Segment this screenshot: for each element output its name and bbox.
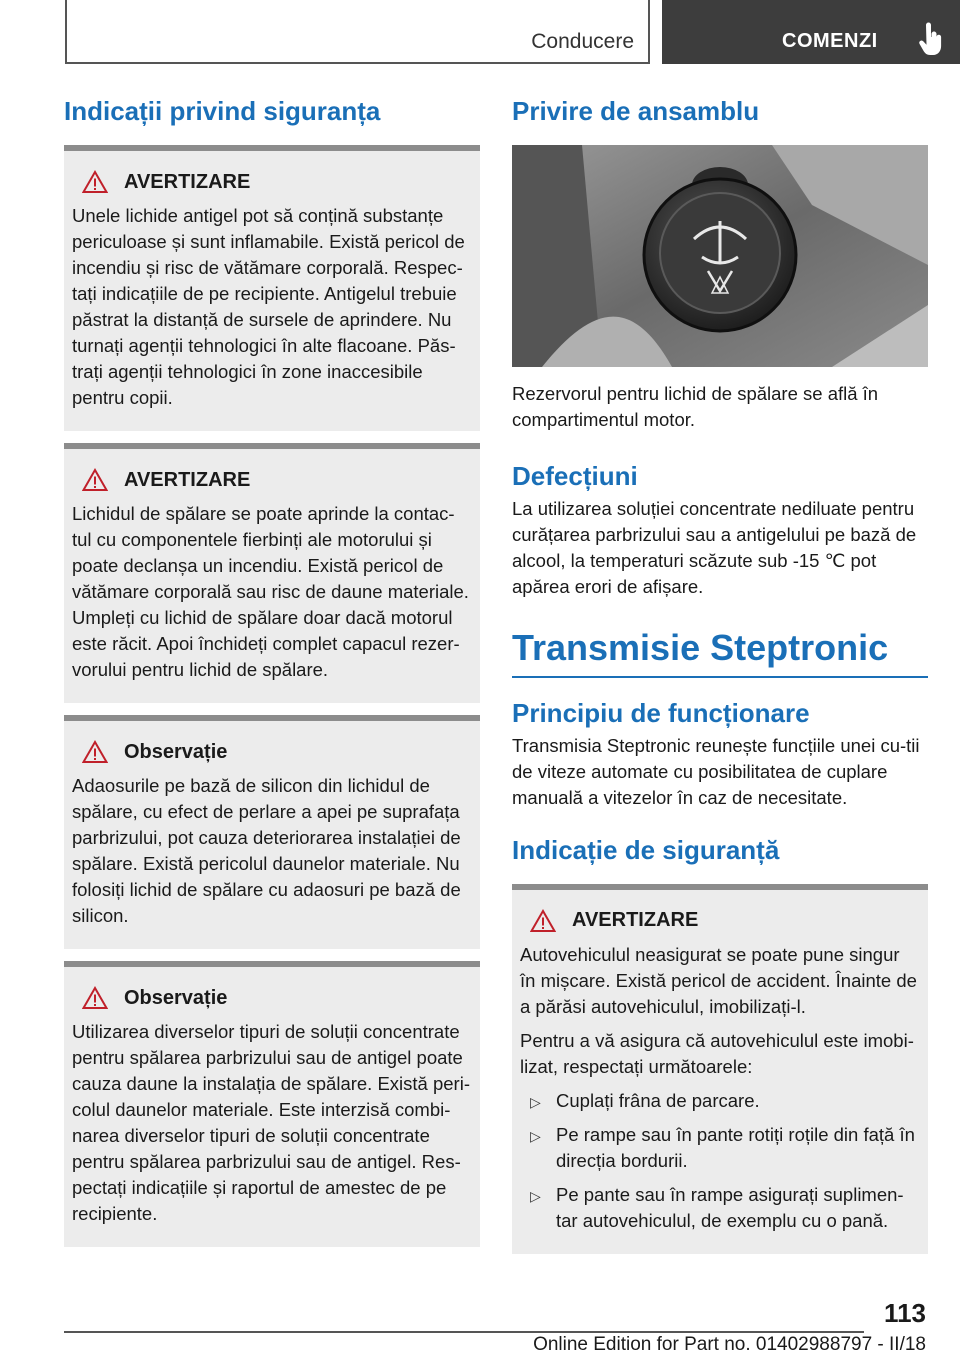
photo-caption: Rezervorul pentru lichid de spălare se află în compartimentul motor.: [512, 383, 879, 431]
warning-text: Autovehiculul neasigurat se poate pune singur în mișcare. Există pericol de accident. Înainte de a părăsi autovehiculul, imobilizați-l.: [520, 943, 917, 1017]
defects-text: La utilizarea soluției concentrate nediluate pentru curățarea parbrizului sau a antigelului pe bază de alcool, la temperaturi scăzute sub -15 ℃ pot apărea erori de afișare.: [512, 498, 917, 598]
bullet-list: [520, 1088, 920, 1234]
left-column: [64, 96, 480, 1247]
list-item-text: Cuplați frâna de parcare.: [556, 1089, 760, 1111]
list-item: [520, 1088, 920, 1114]
warning-triangle-icon: [82, 468, 108, 492]
warning-text: Lichidul de spălare se poate aprinde la contac‐tul cu componentele fierbinți ale motorului și poate declanșa un incendiu. Există pericol de vătămare corporală sau risc de daune materiale. Umpleți cu lichid de spălare doar dacă motorul este răcit. Apoi închideți complet capacul rezer‐vorului pentru lichid de spălare.: [72, 503, 469, 681]
warning-title: AVERTIZARE: [572, 909, 699, 932]
notice-text: Utilizarea diverselor tipuri de soluții concentrate pentru spălarea parbrizului sau de antigel poate cauza daune la instalația de spălare. Există peri‐colul daunelor materiale. Este interzisă combi‐narea diverselor tipuri de soluții concentrate pentru spălarea parbrizului sau de antigel. Res‐pectați indicațiile și raportul de amestec de pe recipiente.: [72, 1021, 470, 1225]
washer-cap-illustration: [512, 145, 928, 367]
warning-title: AVERTIZARE: [124, 468, 251, 491]
triangle-bullet-icon: ▷: [530, 1187, 541, 1204]
warning-box-washer-fluid: [64, 443, 480, 703]
footer-rule: [64, 1331, 864, 1333]
page-number: 113: [884, 1298, 926, 1328]
notice-triangle-icon: [82, 740, 108, 764]
notice-title: Observație: [124, 740, 228, 763]
chapter-heading: Transmisie Steptronic: [512, 627, 889, 669]
defects-heading: Defecțiuni: [512, 461, 638, 492]
list-item-text: Pe pante sau în rampe asigurați suplimen‐tar autovehiculul, de exemplu cu o pană.: [556, 1183, 904, 1231]
safety-heading: Indicație de siguranță: [512, 834, 780, 865]
warning-triangle-icon: [530, 909, 556, 933]
principle-heading: Principiu de funcționare: [512, 697, 810, 728]
principle-text: Transmisia Steptronic reunește funcțiile unei cu‐tii de viteze automate cu posibilitatea de cuplare manuală a vitezelor în caz de necesitate.: [512, 734, 920, 808]
right-column: [512, 96, 928, 1254]
list-item-text: Pe rampe sau în pante rotiți roțile din față în direcția bordurii.: [556, 1123, 915, 1171]
warning-box-parking: [512, 884, 928, 1254]
notice-box-silicone: [64, 715, 480, 949]
section-label: Conducere: [531, 30, 634, 53]
notice-title: Observație: [124, 986, 228, 1009]
notice-box-mixing: [64, 961, 480, 1247]
notice-text: Adaosurile pe bază de silicon din lichidul de spălare, cu efect de perlare a apei pe suprafața parbrizului, pot cauza deteriorarea instalației de spălare. Există pericolul daunelor materiale. Nu folosiți lichid de spălare cu adaosuri pe bază de silicon.: [72, 775, 461, 927]
list-item: [520, 1182, 920, 1234]
warning-title: AVERTIZARE: [124, 170, 251, 193]
chapter-label: COMENZI: [782, 30, 878, 52]
notice-triangle-icon: [82, 986, 108, 1010]
washer-reservoir-photo: [512, 145, 928, 367]
warning-text: Unele lichide antigel pot să conțină substanțe periculoase și sunt inflamabile. Există pericol de incendiu și risc de vătămare corporală. Respec‐tați indicațiile de pe recipiente. Antigelul trebuie păstrat la distanță de sursele de aprindere. Nu turnați agenții tehnologici în alte flacoane. Păs‐trați agenții tehnologici în zone inaccesibile pentru copii.: [72, 205, 465, 409]
chapter-tab: [662, 0, 960, 64]
warning-box-antifreeze: [64, 145, 480, 431]
warning-triangle-icon: [82, 170, 108, 194]
footer-edition: Online Edition for Part no. 01402988797 - II/18: [533, 1334, 926, 1355]
warning-text-2: Pentru a vă asigura că autovehiculul este imobi‐lizat, respectați următoarele:: [520, 1029, 914, 1077]
triangle-bullet-icon: ▷: [530, 1093, 541, 1110]
section-tab: [65, 0, 650, 64]
hand-pointer-icon: [918, 22, 944, 56]
triangle-bullet-icon: ▷: [530, 1127, 541, 1144]
list-item: [520, 1122, 920, 1174]
chapter-heading-rule: [512, 676, 928, 678]
safety-notes-heading: Indicații privind siguranța: [64, 96, 381, 126]
overview-heading: Privire de ansamblu: [512, 96, 760, 126]
